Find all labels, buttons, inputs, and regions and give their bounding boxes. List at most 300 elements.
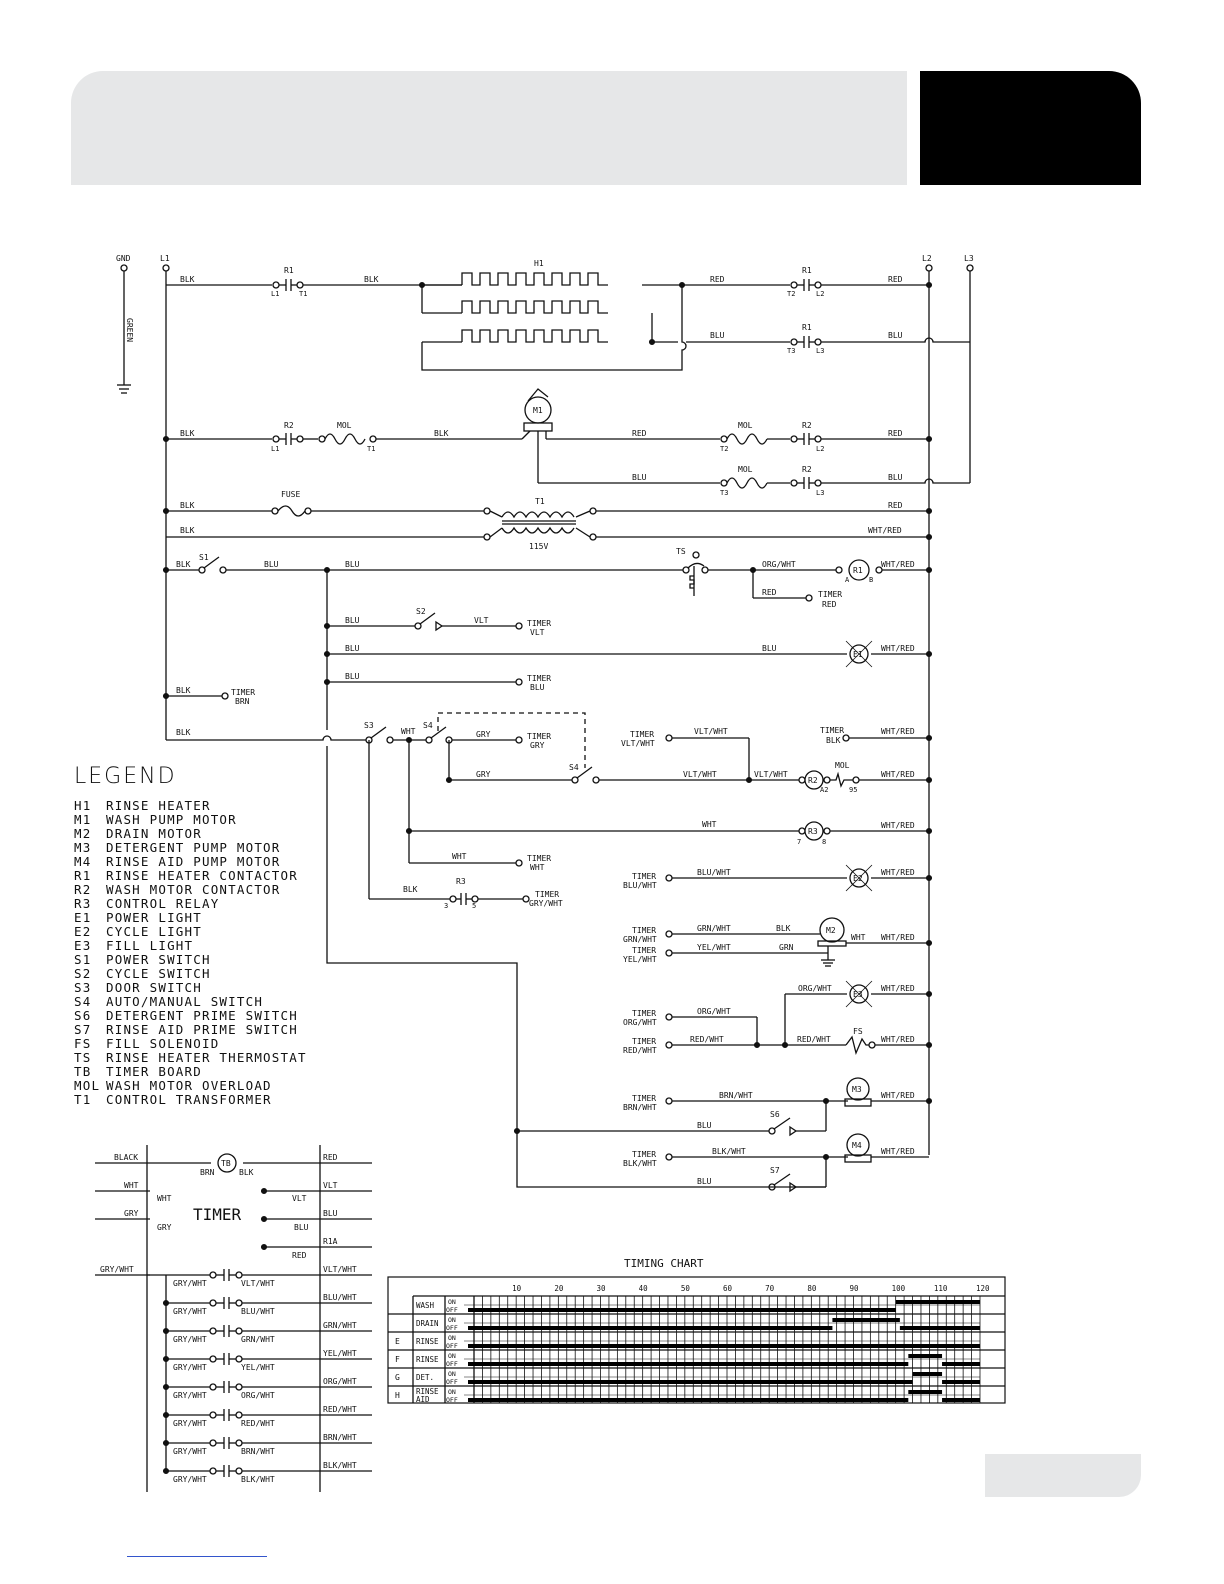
s7-label: S7 <box>770 1166 780 1175</box>
timing-off-bar <box>942 1362 980 1366</box>
timing-on-bar <box>908 1390 942 1394</box>
wire-label: WHT <box>851 933 866 942</box>
legend-desc: FILL SOLENOID <box>106 1036 220 1051</box>
off-label: OFF <box>446 1378 458 1386</box>
mol-label: MOL <box>337 421 352 430</box>
legend-desc: WASH MOTOR OVERLOAD <box>106 1078 272 1093</box>
timer-terminal-label: TIMER <box>820 726 845 735</box>
legend-list <box>74 799 307 1107</box>
contact-right-label: YEL/WHT <box>241 1363 275 1372</box>
overload-icon <box>325 434 365 444</box>
terminal-label: T3 <box>720 489 729 497</box>
legend-desc: DETERGENT PRIME SWITCH <box>106 1008 298 1023</box>
s6-label: S6 <box>770 1110 780 1119</box>
timer-terminal-label: TIMER <box>527 619 552 628</box>
r1-label: R1 <box>284 266 294 275</box>
overload-icon <box>727 434 767 444</box>
legend-title: LEGEND <box>74 764 177 789</box>
timer-board-title: TIMER <box>193 1205 242 1224</box>
timer-contacts <box>147 1265 372 1484</box>
timer-terminal-label: BLK <box>826 736 841 745</box>
legend-item <box>74 995 307 1009</box>
legend-desc: POWER LIGHT <box>106 910 202 925</box>
timer-terminal-label: GRN/WHT <box>623 935 657 944</box>
wire-label: BLK <box>776 924 791 933</box>
row-name: DET. <box>416 1373 435 1382</box>
m3-label: M3 <box>852 1085 862 1094</box>
row-name: DRAIN <box>416 1319 439 1328</box>
timing-start-bar <box>468 1398 474 1402</box>
heater-element-1 <box>462 273 608 285</box>
gnd-label: GND <box>116 254 131 263</box>
on-label: ON <box>448 1334 456 1342</box>
timer-terminal-label: TIMER <box>630 730 655 739</box>
ts-thermostat-icon <box>683 552 708 596</box>
timer-terminal-label: TIMER <box>527 674 552 683</box>
legend-desc: WASH MOTOR CONTACTOR <box>106 882 281 897</box>
wire-label: GRY <box>476 770 491 779</box>
tick-label: 70 <box>765 1284 775 1293</box>
wire-label: YEL/WHT <box>697 943 731 952</box>
legend-item <box>74 855 307 869</box>
footer-page-tab <box>985 1454 1141 1497</box>
legend-desc: DRAIN MOTOR <box>106 826 202 841</box>
legend-item <box>74 1065 307 1079</box>
terminal-label: L2 <box>816 445 825 453</box>
wire-label: BLU <box>697 1121 712 1130</box>
ground-symbol-icon <box>117 385 131 393</box>
on-label: ON <box>448 1352 456 1360</box>
terminal-label: L1 <box>271 445 280 453</box>
timer-terminal-label: BLU/WHT <box>623 881 657 890</box>
fuse-icon <box>278 506 305 516</box>
wire-label: WHT/RED <box>881 821 915 830</box>
timing-start-bar <box>468 1344 474 1348</box>
contact-left-label: GRY/WHT <box>173 1335 207 1344</box>
legend-code: E2 <box>74 924 92 939</box>
legend-desc: TIMER BOARD <box>106 1064 202 1079</box>
mol-contact-icon <box>830 774 853 786</box>
wire-label: BLU <box>697 1177 712 1186</box>
mol-label: MOL <box>835 761 850 770</box>
contact-right-label: VLT/WHT <box>241 1279 275 1288</box>
gnd-terminal <box>121 265 127 271</box>
legend-item <box>74 925 307 939</box>
legend-code: E3 <box>74 938 92 953</box>
tb-label: TB <box>221 1159 231 1168</box>
wire-label: ORG/WHT <box>697 1007 731 1016</box>
timing-off-bar <box>474 1362 908 1366</box>
timer-terminal-label: BLK/WHT <box>623 1159 657 1168</box>
r3-label: R3 <box>808 827 818 836</box>
tick-label: 100 <box>891 1284 906 1293</box>
h1-label: H1 <box>534 259 544 268</box>
timer-output-label: VLT/WHT <box>323 1265 357 1274</box>
wire-label: BLK <box>403 885 418 894</box>
legend-code: S2 <box>74 966 92 981</box>
legend <box>74 764 307 1107</box>
l2-label: L2 <box>922 254 932 263</box>
timing-start-bar <box>468 1380 474 1384</box>
timer-terminal-label: TIMER <box>632 1009 657 1018</box>
timer-terminal-label: TIMER <box>632 946 657 955</box>
tick-label: 20 <box>554 1284 564 1293</box>
contact-left-label: GRY/WHT <box>173 1307 207 1316</box>
legend-desc: CYCLE SWITCH <box>106 966 211 981</box>
legend-code: R1 <box>74 868 92 883</box>
legend-item <box>74 883 307 897</box>
timer-terminal-label: TIMER <box>231 688 256 697</box>
timer-terminal-label: VLT/WHT <box>621 739 655 748</box>
timing-off-bar <box>474 1326 832 1330</box>
timer-inner-label: WHT <box>157 1194 172 1203</box>
timer-input-label: GRY/WHT <box>100 1265 134 1274</box>
wire-label: WHT/RED <box>881 1091 915 1100</box>
terminal-label: L2 <box>816 290 825 298</box>
legend-code: S1 <box>74 952 92 967</box>
l3-terminal <box>967 265 973 271</box>
wire-label: BLK <box>180 526 195 535</box>
timing-start-bar <box>468 1308 474 1312</box>
wire-label: VLT <box>474 616 489 625</box>
timer-terminal-label: BRN/WHT <box>623 1103 657 1112</box>
timer-terminal-label: WHT <box>530 863 545 872</box>
wire-label: BLU <box>264 560 279 569</box>
row-letter: H <box>395 1391 400 1400</box>
wire-label: VLT/WHT <box>694 727 728 736</box>
timing-off-bar <box>900 1326 980 1330</box>
timing-start-bar <box>468 1326 474 1330</box>
contact-left-label: GRY/WHT <box>173 1475 207 1484</box>
timing-off-bar <box>942 1398 980 1402</box>
timer-contact <box>164 1293 372 1316</box>
wire-label: WHT <box>401 727 416 736</box>
wire-label: RED <box>888 275 903 284</box>
timer-output-label: BLU/WHT <box>323 1293 357 1302</box>
timer-contact <box>164 1321 372 1344</box>
legend-item <box>74 1051 307 1065</box>
contact-right-label: ORG/WHT <box>241 1391 275 1400</box>
tick-label: 10 <box>512 1284 522 1293</box>
tick-label: 30 <box>596 1284 606 1293</box>
legend-code: T1 <box>74 1092 92 1107</box>
wire-label: RED/WHT <box>690 1035 724 1044</box>
legend-code: S7 <box>74 1022 92 1037</box>
timer-terminal-label: BLU <box>530 683 545 692</box>
terminal-label: L3 <box>816 489 825 497</box>
timer-inner-label: BLK <box>239 1168 254 1177</box>
legend-code: TB <box>74 1064 92 1079</box>
wire-label: BLK/WHT <box>712 1147 746 1156</box>
legend-code: M3 <box>74 840 92 855</box>
wire-label: BLK <box>176 728 191 737</box>
tick-label: 40 <box>638 1284 648 1293</box>
timer-input-label: GRY <box>124 1209 139 1218</box>
wire-label: BLK <box>180 501 195 510</box>
l3-label: L3 <box>964 254 974 263</box>
legend-code: R2 <box>74 882 92 897</box>
transformer-icon <box>490 511 590 533</box>
wire-label: WHT <box>452 852 467 861</box>
legend-item <box>74 897 307 911</box>
row-letter: G <box>395 1373 400 1382</box>
contact-right-label: RED/WHT <box>241 1419 275 1428</box>
timing-on-bar <box>832 1318 899 1322</box>
legend-code: S3 <box>74 980 92 995</box>
wire-label: BLK <box>180 429 195 438</box>
timing-off-bar <box>474 1344 980 1348</box>
e3-label: E3 <box>853 990 863 999</box>
timer-terminal-label: VLT <box>530 628 545 637</box>
voltage-label: 115V <box>529 542 549 551</box>
legend-desc: POWER SWITCH <box>106 952 211 967</box>
wire-label: VLT/WHT <box>683 770 717 779</box>
timer-terminal-label: TIMER <box>818 590 843 599</box>
timer-terminal-label: TIMER <box>527 854 552 863</box>
off-label: OFF <box>446 1396 458 1404</box>
timer-terminal-label: TIMER <box>632 926 657 935</box>
wire-label: WHT/RED <box>881 727 915 736</box>
contact-left-label: GRY/WHT <box>173 1363 207 1372</box>
wire-label: RED <box>710 275 725 284</box>
legend-item <box>74 911 307 925</box>
timer-contact <box>164 1377 372 1400</box>
timer-inner-label: VLT <box>292 1194 307 1203</box>
s1-label: S1 <box>199 553 209 562</box>
timer-inner-label: BRN <box>200 1168 215 1177</box>
wire-label: BLU <box>632 473 647 482</box>
footer-link-underline[interactable] <box>127 1556 267 1557</box>
ts-label: TS <box>676 547 686 556</box>
legend-code: S6 <box>74 1008 92 1023</box>
s7-switch-icon <box>774 1174 790 1185</box>
r2-label: R2 <box>284 421 294 430</box>
timer-terminal-label: GRY/WHT <box>529 899 563 908</box>
wire-label: BLK <box>176 560 191 569</box>
r3-label: R3 <box>456 877 466 886</box>
terminal-label: A <box>845 576 850 584</box>
wire-label: WHT/RED <box>881 933 915 942</box>
e2-label: E2 <box>853 874 863 883</box>
s4-label: S4 <box>423 721 433 730</box>
legend-item <box>74 1023 307 1037</box>
r1-label: R1 <box>802 266 812 275</box>
timer-output-label: BLU <box>323 1209 338 1218</box>
timer-terminal-label: RED <box>822 600 837 609</box>
legend-code: S4 <box>74 994 92 1009</box>
timer-terminal-label: BRN <box>235 697 250 706</box>
legend-desc: CONTROL RELAY <box>106 896 220 911</box>
timer-terminal-label: GRY <box>530 741 545 750</box>
contact-right-label: BRN/WHT <box>241 1447 275 1456</box>
r2-label: R2 <box>802 465 812 474</box>
legend-code: M1 <box>74 812 92 827</box>
wire-label: BLU <box>888 331 903 340</box>
contact-right-label: BLK/WHT <box>241 1475 275 1484</box>
legend-desc: AUTO/MANUAL SWITCH <box>106 994 264 1009</box>
on-label: ON <box>448 1316 456 1324</box>
wire-label: WHT/RED <box>868 526 902 535</box>
l1-label: L1 <box>160 254 170 263</box>
fs-solenoid-icon <box>846 1037 869 1053</box>
wire-label: GRY <box>476 730 491 739</box>
legend-code: R3 <box>74 896 92 911</box>
heater-element-3 <box>462 330 608 342</box>
terminal-label: L1 <box>271 290 280 298</box>
terminal-label: 8 <box>822 838 827 846</box>
timer-inner-label: GRY <box>157 1223 172 1232</box>
m4-label: M4 <box>852 1141 862 1150</box>
tick-label: 50 <box>680 1284 690 1293</box>
legend-code: E1 <box>74 910 92 925</box>
wire-label: GRN <box>779 943 794 952</box>
timing-off-bar <box>474 1398 908 1402</box>
row-name: RINSE <box>416 1337 439 1346</box>
e1-label: E1 <box>853 650 863 659</box>
timer-terminal-label: TIMER <box>632 1150 657 1159</box>
terminal-label: T2 <box>720 445 729 453</box>
timing-chart-title: TIMING CHART <box>624 1257 704 1270</box>
wire-label: WHT/RED <box>881 1035 915 1044</box>
timer-output-label: R1A <box>323 1237 338 1246</box>
timer-output-label: RED <box>323 1153 338 1162</box>
legend-item <box>74 869 307 883</box>
r2-label: R2 <box>808 776 818 785</box>
wire-label: BLU <box>345 560 360 569</box>
off-label: OFF <box>446 1342 458 1350</box>
wire-label: GRN/WHT <box>697 924 731 933</box>
timer-terminal-label: TIMER <box>632 1037 657 1046</box>
row-name: RINSE <box>416 1355 439 1364</box>
wire-label: ORG/WHT <box>798 984 832 993</box>
timer-output-label: RED/WHT <box>323 1405 357 1414</box>
t1-label: T1 <box>535 497 545 506</box>
legend-item <box>74 1093 307 1107</box>
legend-desc: DOOR SWITCH <box>106 980 202 995</box>
wire-label: BLK <box>434 429 449 438</box>
timer-contact <box>164 1405 372 1428</box>
terminal-label: A2 <box>820 786 829 794</box>
timer-output-label: YEL/WHT <box>323 1349 357 1358</box>
row-name: WASH <box>416 1301 435 1310</box>
on-label: ON <box>448 1370 456 1378</box>
wire-label: BLK <box>176 686 191 695</box>
terminal-label: 7 <box>797 838 802 846</box>
wire-label: BLU <box>888 473 903 482</box>
timer-contact <box>164 1349 372 1372</box>
l2-terminal <box>926 265 932 271</box>
on-label: ON <box>448 1298 456 1306</box>
legend-item <box>74 953 307 967</box>
timer-output-label: BLK/WHT <box>323 1461 357 1470</box>
l1-terminal <box>163 265 169 271</box>
timer-terminal-label: TIMER <box>535 890 560 899</box>
contact-left-label: GRY/WHT <box>173 1391 207 1400</box>
timer-terminal-label: RED/WHT <box>623 1046 657 1055</box>
terminal-label: 95 <box>849 786 858 794</box>
legend-code: M4 <box>74 854 92 869</box>
terminal-label: 5 <box>472 902 477 910</box>
timing-chart <box>388 1257 1005 1404</box>
legend-item <box>74 967 307 981</box>
wire-label: WHT/RED <box>881 644 915 653</box>
timer-contact <box>164 1433 372 1456</box>
s4-label: S4 <box>569 763 579 772</box>
timing-off-bar <box>474 1380 913 1384</box>
wire-label: BRN/WHT <box>719 1091 753 1100</box>
timing-off-bar <box>474 1308 896 1312</box>
terminal-label: 3 <box>444 902 449 910</box>
terminal-label: T1 <box>299 290 308 298</box>
s3-label: S3 <box>364 721 374 730</box>
contact-left-label: GRY/WHT <box>173 1279 207 1288</box>
wire-label: WHT/RED <box>881 1147 915 1156</box>
wire-label: WHT <box>702 820 717 829</box>
timer-input-label: WHT <box>124 1181 139 1190</box>
legend-item <box>74 827 307 841</box>
timing-off-bar <box>942 1380 980 1384</box>
wire-label: BLU <box>345 616 360 625</box>
s2-label: S2 <box>416 607 426 616</box>
timer-output-label: BRN/WHT <box>323 1433 357 1442</box>
tick-label: 90 <box>849 1284 859 1293</box>
wire-label: RED <box>762 588 777 597</box>
timer-output-label: VLT <box>323 1181 338 1190</box>
legend-item <box>74 841 307 855</box>
wire-label: ORG/WHT <box>762 560 796 569</box>
wire-label: BLU <box>710 331 725 340</box>
legend-item <box>74 1037 307 1051</box>
timer-terminal-label: YEL/WHT <box>623 955 657 964</box>
legend-desc: WASH PUMP MOTOR <box>106 812 237 827</box>
legend-desc: CONTROL TRANSFORMER <box>106 1092 272 1107</box>
timing-on-bar <box>908 1354 942 1358</box>
timer-terminal-label: TIMER <box>527 732 552 741</box>
legend-code: H1 <box>74 798 92 813</box>
legend-code: TS <box>74 1050 92 1065</box>
wire-label: WHT/RED <box>881 770 915 779</box>
terminal-label: B <box>869 576 874 584</box>
s6-switch-icon <box>774 1118 790 1129</box>
off-label: OFF <box>446 1306 458 1314</box>
legend-code: M2 <box>74 826 92 841</box>
legend-desc: RINSE AID PRIME SWITCH <box>106 1022 298 1037</box>
timer-terminal-label: TIMER <box>632 1094 657 1103</box>
timing-on-bar <box>896 1300 980 1304</box>
timer-input-label: BLACK <box>114 1153 139 1162</box>
wire-label: BLU/WHT <box>697 868 731 877</box>
timer-terminal-label: ORG/WHT <box>623 1018 657 1027</box>
timer-inner-label: BLU <box>294 1223 309 1232</box>
on-label: ON <box>448 1388 456 1396</box>
wire-label: VLT/WHT <box>754 770 788 779</box>
wire-label: RED <box>888 429 903 438</box>
timing-on-bar <box>913 1372 943 1376</box>
tick-label: 120 <box>976 1284 990 1293</box>
legend-item <box>74 799 307 813</box>
legend-desc: RINSE HEATER THERMOSTAT <box>106 1050 307 1065</box>
timer-output-label: ORG/WHT <box>323 1377 357 1386</box>
terminal-label: T3 <box>787 347 796 355</box>
timer-inner-label: RED <box>292 1251 307 1260</box>
legend-item <box>74 1079 307 1093</box>
r1-label: R1 <box>802 323 812 332</box>
tick-label: 110 <box>933 1284 948 1293</box>
timer-contact <box>164 1461 372 1484</box>
terminal-label: T2 <box>787 290 796 298</box>
wire-label: BLU <box>762 644 777 653</box>
terminal-label: T1 <box>367 445 376 453</box>
